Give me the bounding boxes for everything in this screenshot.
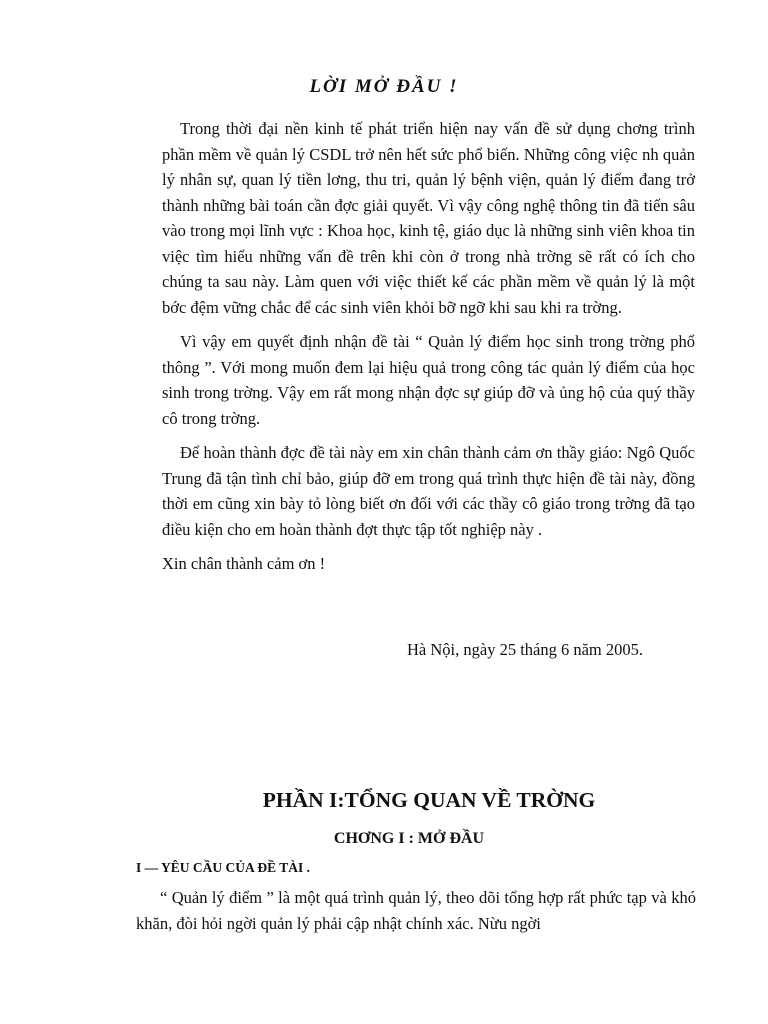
preface-body — [162, 116, 695, 586]
section-title: I — YÊU CẦU CỦA ĐỀ TÀI . — [136, 860, 311, 875]
date-line: Hà Nội, ngày 25 tháng 6 năm 2005. — [407, 640, 644, 659]
section-body — [136, 885, 696, 936]
preface-title: LỜI MỞ ĐẦU ! — [309, 76, 459, 97]
thanks-line: Xin chân thành cảm ơn ! — [162, 554, 326, 573]
part-title: PHẦN I:TỔNG QUAN VỀ TRỜNG — [262, 788, 596, 812]
preface-paragraph-2: Vì vậy em quyết định nhận đề tài “ Quản lý điểm học sinh trong trờng phổ thông ”. Với mong muốn đem lại hiệu quả trong công tác quản lý điểm của học sinh trong trờng. Vậy em rất mong nhận đợc sự giúp đỡ và ủng hộ của quý thầy cô trong trờng. — [162, 332, 695, 428]
preface-paragraph-3: Để hoàn thành đợc đề tài này em xin chân thành cảm ơn thầy giáo: Ngô Quốc Trung đã tận tình chỉ bảo, giúp đỡ em trong quá trình thực hiện đề tài này, đồng thời em cũng xin bày tỏ lòng biết ơn đối với các thầy cô giáo trong trờng đã tạo điều kiện cho em hoàn thành đợt thực tập tốt nghiệp này . — [162, 443, 695, 539]
chapter-title: CHƠNG I : MỞ ĐẦU — [333, 830, 485, 847]
preface-paragraph-1: Trong thời đại nền kinh tế phát triển hiện nay vấn đề sử dụng chơng trình phần mềm về quản lý CSDL trở nên hết sức phổ biến. Những công việc nh quản lý nhân sự, quan lý tiền lơng, thu tri, quản lý bệnh viện, quản lý điểm đang trở thành những bài toán cần đợc giải quyết. Vì vậy công nghệ thông tin đã tiến sâu vào trong mọi lĩnh vực : Khoa học, kinh tệ, giáo dục là những sinh viên khoa tin việc tìm hiểu những vấn đề trên khi còn ở trong nhà trờng sẽ rất có ích cho chúng ta sau này. Làm quen với việc thiết kế các phần mềm về quản lý là một bớc đệm vững chắc để các sinh viên khỏi bỡ ngỡ khi sau khi ra trờng. — [162, 119, 695, 317]
section-paragraph: “ Quản lý điểm ” là một quá trình quản lý, theo dõi tổng hợp rất phức tạp và khó khăn, đòi hỏi ngời quản lý phải cập nhật chính xác. Nừu ngời — [136, 888, 696, 933]
